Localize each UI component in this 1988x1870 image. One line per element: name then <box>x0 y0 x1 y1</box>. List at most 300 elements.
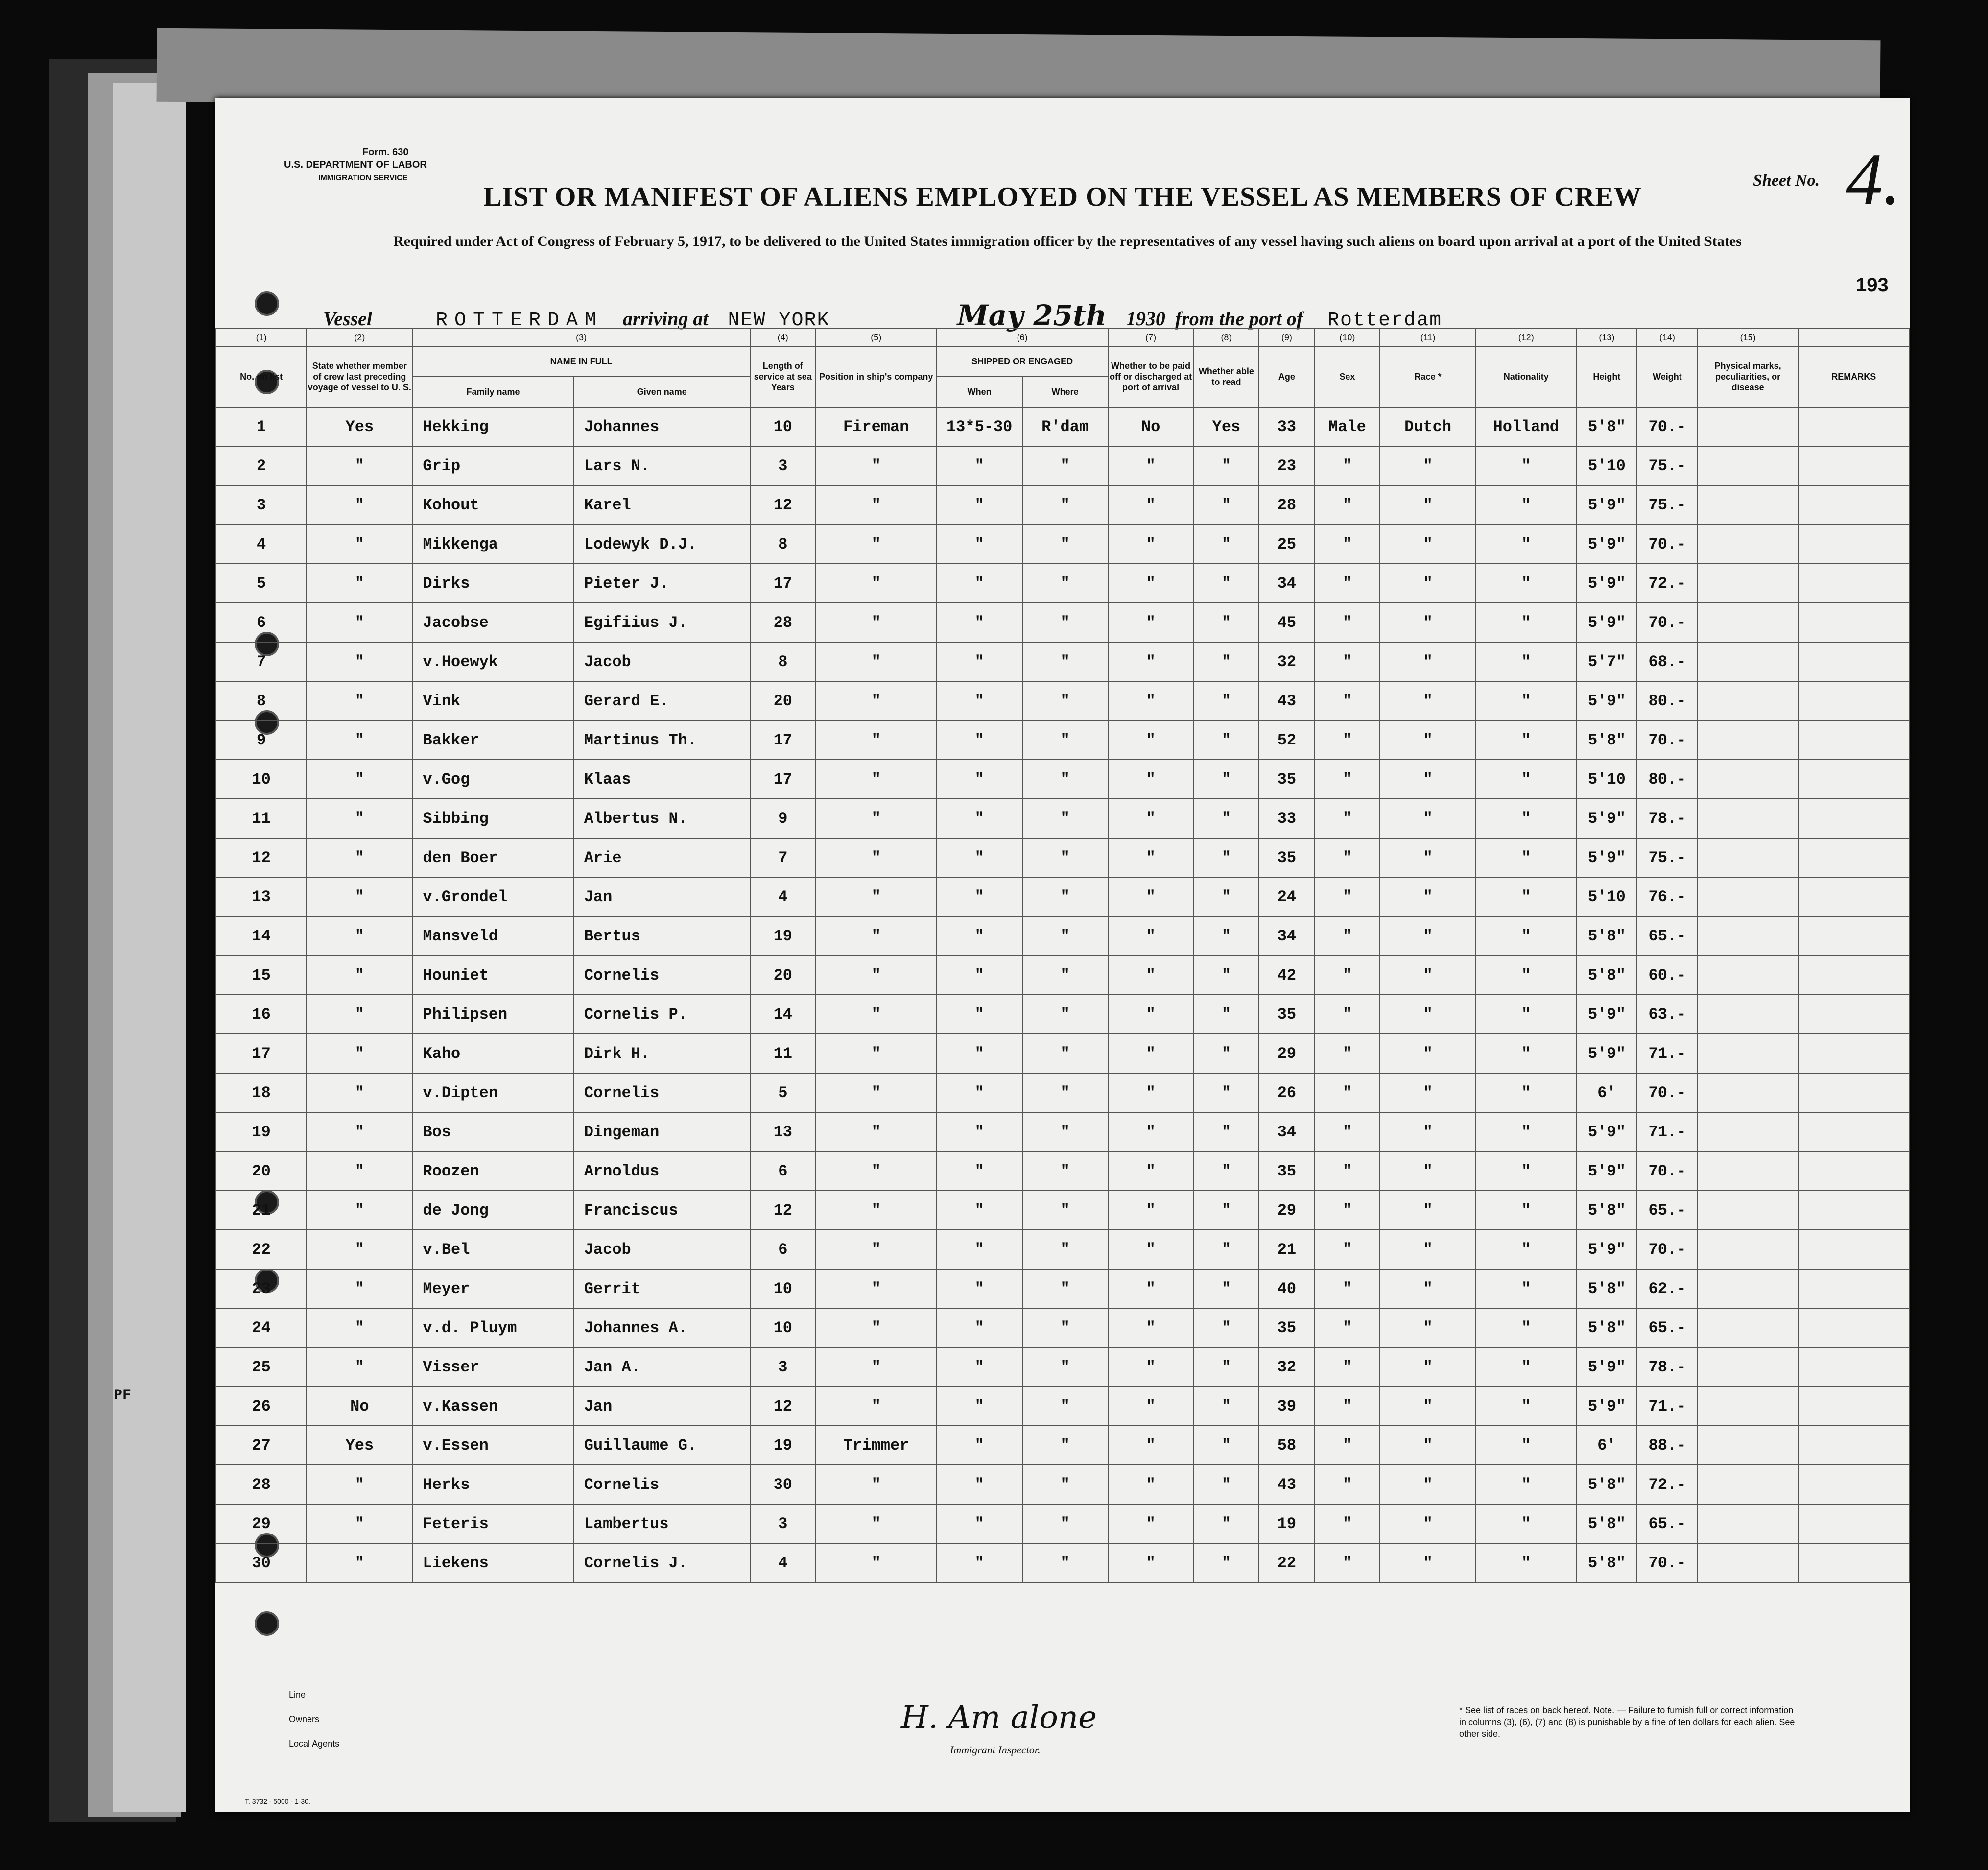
given-name-cell: Johannes A. <box>574 1308 750 1347</box>
position-cell: " <box>816 995 937 1034</box>
given-name-cell: Egifiius J. <box>574 603 750 642</box>
owners-label: Owners <box>289 1714 320 1724</box>
family-name-cell: Hekking <box>412 407 573 446</box>
service-years-cell: 12 <box>750 1191 816 1230</box>
age-cell: 33 <box>1259 799 1314 838</box>
table-row <box>216 1151 1909 1191</box>
family-name-cell: Kohout <box>412 485 573 525</box>
table-row <box>216 1269 1909 1308</box>
row-number-cell: 23 <box>216 1269 307 1308</box>
physical-marks-cell <box>1698 760 1799 799</box>
shipped-where-cell: " <box>1022 1426 1108 1465</box>
age-cell: 35 <box>1259 838 1314 877</box>
race-cell: " <box>1380 1269 1476 1308</box>
race-cell: " <box>1380 564 1476 603</box>
given-name-cell: Arnoldus <box>574 1151 750 1191</box>
sex-cell: " <box>1315 799 1380 838</box>
position-cell: " <box>816 1112 937 1151</box>
paid-off-cell: " <box>1108 1112 1194 1151</box>
shipped-when-cell: " <box>937 1191 1022 1230</box>
service-years-cell: 5 <box>750 1073 816 1112</box>
shipped-when-cell: " <box>937 1308 1022 1347</box>
column-number: (7) <box>1108 329 1194 346</box>
race-cell: " <box>1380 681 1476 720</box>
able-to-read-cell: " <box>1194 642 1259 681</box>
age-cell: 26 <box>1259 1073 1314 1112</box>
previous-voyage-cell: " <box>307 446 412 485</box>
race-cell: " <box>1380 1543 1476 1582</box>
family-name-cell: Mikkenga <box>412 525 573 564</box>
family-name-cell: Roozen <box>412 1151 573 1191</box>
remarks-cell <box>1799 1073 1910 1112</box>
position-cell: " <box>816 1151 937 1191</box>
family-name-cell: Kaho <box>412 1034 573 1073</box>
nationality-cell: " <box>1476 1308 1577 1347</box>
age-cell: 34 <box>1259 1112 1314 1151</box>
column-number: (2) <box>307 329 412 346</box>
shipped-when-cell: " <box>937 1151 1022 1191</box>
age-cell: 58 <box>1259 1426 1314 1465</box>
service-name: IMMIGRATION SERVICE <box>318 174 408 182</box>
family-name-cell: Sibbing <box>412 799 573 838</box>
row-number-cell: 25 <box>216 1347 307 1387</box>
sex-cell: " <box>1315 1387 1380 1426</box>
service-years-cell: 17 <box>750 760 816 799</box>
row-number-cell: 26 PF <box>216 1387 307 1426</box>
given-name-cell: Karel <box>574 485 750 525</box>
row-number-cell: 27 <box>216 1426 307 1465</box>
height-cell: 5'8" <box>1577 1504 1637 1543</box>
weight-cell: 65.- <box>1637 1504 1698 1543</box>
weight-cell: 70.- <box>1637 1073 1698 1112</box>
weight-cell: 70.- <box>1637 1230 1698 1269</box>
weight-cell: 80.- <box>1637 681 1698 720</box>
sex-cell: " <box>1315 1347 1380 1387</box>
table-row <box>216 916 1909 956</box>
shipped-where-cell: " <box>1022 1347 1108 1387</box>
given-name-cell: Cornelis P. <box>574 995 750 1034</box>
shipped-when-cell: " <box>937 1347 1022 1387</box>
previous-voyage-cell: " <box>307 916 412 956</box>
remarks-cell <box>1799 1308 1910 1347</box>
shipped-when-cell: " <box>937 1034 1022 1073</box>
previous-voyage-cell: " <box>307 760 412 799</box>
footnote: * See list of races on back hereof. Note. — Failure to furnish full or correct information in columns (3), (6), (7) and (8) is punishable by a fine of ten dollars for each alien. See other side. <box>1459 1705 1795 1739</box>
position-cell: " <box>816 1073 937 1112</box>
previous-voyage-cell: " <box>307 1543 412 1582</box>
previous-voyage-cell: " <box>307 1465 412 1504</box>
service-years-cell: 6 <box>750 1151 816 1191</box>
column-number: (12) <box>1476 329 1577 346</box>
column-number <box>1799 329 1910 346</box>
able-to-read-cell: " <box>1194 1347 1259 1387</box>
sex-cell: " <box>1315 838 1380 877</box>
service-years-cell: 3 <box>750 1504 816 1543</box>
able-to-read-cell: " <box>1194 1308 1259 1347</box>
column-number: (3) <box>412 329 750 346</box>
age-cell: 29 <box>1259 1191 1314 1230</box>
paid-off-cell: " <box>1108 1347 1194 1387</box>
paid-off-cell: " <box>1108 1191 1194 1230</box>
paid-off-cell: " <box>1108 603 1194 642</box>
able-to-read-cell: " <box>1194 1387 1259 1426</box>
able-to-read-cell: " <box>1194 446 1259 485</box>
row-number-cell: 13 <box>216 877 307 916</box>
weight-cell: 65.- <box>1637 916 1698 956</box>
row-number-cell: 19 <box>216 1112 307 1151</box>
able-to-read-cell: " <box>1194 681 1259 720</box>
binder-hole <box>255 1611 279 1636</box>
age-cell: 19 <box>1259 1504 1314 1543</box>
height-cell: 5'9" <box>1577 485 1637 525</box>
shipped-when-cell: " <box>937 681 1022 720</box>
race-cell: " <box>1380 1151 1476 1191</box>
sex-cell: " <box>1315 603 1380 642</box>
row-number-cell: 5 <box>216 564 307 603</box>
shipped-where-cell: " <box>1022 995 1108 1034</box>
nationality-cell: " <box>1476 916 1577 956</box>
shipped-where-cell: " <box>1022 603 1108 642</box>
column-number: (9) <box>1259 329 1314 346</box>
race-cell: " <box>1380 1112 1476 1151</box>
physical-marks-cell <box>1698 564 1799 603</box>
age-cell: 35 <box>1259 760 1314 799</box>
print-code: T. 3732 - 5000 - 1-30. <box>245 1798 310 1805</box>
paid-off-cell: " <box>1108 1504 1194 1543</box>
sex-cell: " <box>1315 877 1380 916</box>
height-cell: 5'10 <box>1577 877 1637 916</box>
race-cell: " <box>1380 916 1476 956</box>
table-row <box>216 877 1909 916</box>
age-cell: 24 <box>1259 877 1314 916</box>
height-cell: 6' <box>1577 1426 1637 1465</box>
inspector-label: Immigrant Inspector. <box>950 1744 1041 1756</box>
shipped-when-cell: " <box>937 760 1022 799</box>
physical-marks-cell <box>1698 485 1799 525</box>
remarks-cell <box>1799 1543 1910 1582</box>
family-name-cell: v.Kassen <box>412 1387 573 1426</box>
shipped-where-cell: " <box>1022 564 1108 603</box>
row-number-cell: 24 <box>216 1308 307 1347</box>
family-name-cell: Houniet <box>412 956 573 995</box>
previous-voyage-cell: " <box>307 1073 412 1112</box>
remarks-cell <box>1799 877 1910 916</box>
nationality-cell: " <box>1476 1230 1577 1269</box>
weight-cell: 78.- <box>1637 1347 1698 1387</box>
age-cell: 34 <box>1259 916 1314 956</box>
group-header-row <box>216 346 1909 377</box>
remarks-cell <box>1799 799 1910 838</box>
shipped-where-cell: " <box>1022 681 1108 720</box>
remarks-cell <box>1799 1151 1910 1191</box>
physical-marks-cell <box>1698 1269 1799 1308</box>
shipped-when-cell: " <box>937 877 1022 916</box>
header-able-to-read: Whether able to read <box>1194 346 1259 407</box>
row-number-cell: 30 <box>216 1543 307 1582</box>
header-when: When <box>937 377 1022 407</box>
height-cell: 5'9" <box>1577 1112 1637 1151</box>
service-years-cell: 8 <box>750 525 816 564</box>
weight-cell: 63.- <box>1637 995 1698 1034</box>
family-name-cell: v.Gog <box>412 760 573 799</box>
nationality-cell: " <box>1476 1073 1577 1112</box>
row-number-cell: 14 <box>216 916 307 956</box>
nationality-cell: " <box>1476 1504 1577 1543</box>
row-number-cell: 7 <box>216 642 307 681</box>
table-row <box>216 995 1909 1034</box>
service-years-cell: 17 <box>750 564 816 603</box>
physical-marks-cell <box>1698 1347 1799 1387</box>
given-name-cell: Albertus N. <box>574 799 750 838</box>
physical-marks-cell <box>1698 642 1799 681</box>
remarks-cell <box>1799 956 1910 995</box>
row-number-cell: 8 <box>216 681 307 720</box>
shipped-when-cell: " <box>937 1426 1022 1465</box>
family-name-cell: Feteris <box>412 1504 573 1543</box>
height-cell: 5'8" <box>1577 1269 1637 1308</box>
physical-marks-cell <box>1698 446 1799 485</box>
weight-cell: 80.- <box>1637 760 1698 799</box>
row-number-cell: 20 <box>216 1151 307 1191</box>
race-cell: Dutch <box>1380 407 1476 446</box>
height-cell: 5'8" <box>1577 1308 1637 1347</box>
service-years-cell: 9 <box>750 799 816 838</box>
paid-off-cell: " <box>1108 1034 1194 1073</box>
physical-marks-cell <box>1698 1387 1799 1426</box>
remarks-cell <box>1799 446 1910 485</box>
remarks-cell <box>1799 720 1910 760</box>
position-cell: " <box>816 1269 937 1308</box>
service-years-cell: 12 <box>750 485 816 525</box>
column-number: (11) <box>1380 329 1476 346</box>
paid-off-cell: " <box>1108 1465 1194 1504</box>
age-cell: 39 <box>1259 1387 1314 1426</box>
nationality-cell: " <box>1476 799 1577 838</box>
able-to-read-cell: " <box>1194 1543 1259 1582</box>
remarks-cell <box>1799 1347 1910 1387</box>
row-number-cell: 28 <box>216 1465 307 1504</box>
table-row <box>216 1308 1909 1347</box>
service-years-cell: 28 <box>750 603 816 642</box>
weight-cell: 70.- <box>1637 407 1698 446</box>
height-cell: 5'8" <box>1577 720 1637 760</box>
vessel-name: ROTTERDAM <box>436 310 604 332</box>
shipped-when-cell: " <box>937 720 1022 760</box>
able-to-read-cell: " <box>1194 838 1259 877</box>
height-cell: 6' <box>1577 1073 1637 1112</box>
sex-cell: " <box>1315 1191 1380 1230</box>
height-cell: 5'8" <box>1577 1191 1637 1230</box>
previous-voyage-cell: Yes <box>307 407 412 446</box>
previous-voyage-cell: " <box>307 720 412 760</box>
nationality-cell: " <box>1476 720 1577 760</box>
previous-voyage-cell: " <box>307 1347 412 1387</box>
document-title: LIST OR MANIFEST OF ALIENS EMPLOYED ON THE VESSEL AS MEMBERS OF CREW <box>483 182 1642 212</box>
remarks-cell <box>1799 603 1910 642</box>
paid-off-cell: " <box>1108 1230 1194 1269</box>
shipped-when-cell: " <box>937 1504 1022 1543</box>
given-name-cell: Arie <box>574 838 750 877</box>
column-number: (15) <box>1698 329 1799 346</box>
race-cell: " <box>1380 603 1476 642</box>
race-cell: " <box>1380 720 1476 760</box>
given-name-cell: Jacob <box>574 642 750 681</box>
sex-cell: " <box>1315 642 1380 681</box>
shipped-where-cell: " <box>1022 1465 1108 1504</box>
height-cell: 5'8" <box>1577 1543 1637 1582</box>
sex-cell: " <box>1315 956 1380 995</box>
shipped-where-cell: R'dam <box>1022 407 1108 446</box>
crew-manifest-table <box>114 328 1910 1583</box>
table-row <box>216 760 1909 799</box>
height-cell: 5'9" <box>1577 838 1637 877</box>
able-to-read-cell: " <box>1194 485 1259 525</box>
paid-off-cell: " <box>1108 916 1194 956</box>
previous-voyage-cell: " <box>307 1151 412 1191</box>
nationality-cell: " <box>1476 1543 1577 1582</box>
race-cell: " <box>1380 1191 1476 1230</box>
shipped-when-cell: " <box>937 446 1022 485</box>
position-cell: " <box>816 642 937 681</box>
table-row <box>216 1230 1909 1269</box>
header-nationality: Nationality <box>1476 346 1577 407</box>
physical-marks-cell <box>1698 1465 1799 1504</box>
shipped-where-cell: " <box>1022 1269 1108 1308</box>
weight-cell: 72.- <box>1637 564 1698 603</box>
remarks-cell <box>1799 407 1910 446</box>
nationality-cell: " <box>1476 1034 1577 1073</box>
race-cell: " <box>1380 1034 1476 1073</box>
shipped-when-cell: " <box>937 603 1022 642</box>
shipped-when-cell: " <box>937 1269 1022 1308</box>
able-to-read-cell: " <box>1194 877 1259 916</box>
age-cell: 32 <box>1259 642 1314 681</box>
remarks-cell <box>1799 525 1910 564</box>
remarks-cell <box>1799 995 1910 1034</box>
able-to-read-cell: " <box>1194 799 1259 838</box>
paid-off-cell: " <box>1108 485 1194 525</box>
physical-marks-cell <box>1698 1191 1799 1230</box>
race-cell: " <box>1380 995 1476 1034</box>
race-cell: " <box>1380 1504 1476 1543</box>
shipped-when-cell: " <box>937 916 1022 956</box>
family-name-cell: v.Essen <box>412 1426 573 1465</box>
shipped-when-cell: " <box>937 1387 1022 1426</box>
header-given-name: Given name <box>574 377 750 407</box>
nationality-cell: " <box>1476 1347 1577 1387</box>
race-cell: " <box>1380 1308 1476 1347</box>
table-row <box>216 1504 1909 1543</box>
previous-voyage-cell: " <box>307 564 412 603</box>
previous-voyage-cell: " <box>307 1191 412 1230</box>
service-years-cell: 4 <box>750 877 816 916</box>
sex-cell: " <box>1315 681 1380 720</box>
age-cell: 23 <box>1259 446 1314 485</box>
sex-cell: " <box>1315 1151 1380 1191</box>
race-cell: " <box>1380 1426 1476 1465</box>
table-row <box>216 525 1909 564</box>
service-years-cell: 13 <box>750 1112 816 1151</box>
shipped-where-cell: " <box>1022 877 1108 916</box>
race-cell: " <box>1380 1347 1476 1387</box>
able-to-read-cell: " <box>1194 1112 1259 1151</box>
service-years-cell: 14 <box>750 995 816 1034</box>
physical-marks-cell <box>1698 407 1799 446</box>
previous-voyage-cell: " <box>307 681 412 720</box>
column-number: (13) <box>1577 329 1637 346</box>
race-cell: " <box>1380 525 1476 564</box>
sex-cell: " <box>1315 760 1380 799</box>
arriving-label: arriving at <box>623 308 709 330</box>
paid-off-cell: " <box>1108 642 1194 681</box>
sex-cell: Male <box>1315 407 1380 446</box>
row-number-cell: 4 <box>216 525 307 564</box>
shipped-when-cell: " <box>937 1073 1022 1112</box>
inspector-signature: H. Am alone <box>901 1700 1097 1736</box>
shipped-when-cell: " <box>937 1543 1022 1582</box>
header-sex: Sex <box>1315 346 1380 407</box>
paid-off-cell: " <box>1108 525 1194 564</box>
height-cell: 5'9" <box>1577 1230 1637 1269</box>
family-name-cell: Vink <box>412 681 573 720</box>
shipped-where-cell: " <box>1022 446 1108 485</box>
paid-off-cell: " <box>1108 681 1194 720</box>
column-number: (14) <box>1637 329 1698 346</box>
height-cell: 5'9" <box>1577 564 1637 603</box>
row-number-cell: 3 <box>216 485 307 525</box>
family-name-cell: Jacobse <box>412 603 573 642</box>
position-cell: " <box>816 1034 937 1073</box>
header-previous-voyage: State whether member of crew last preceding voyage of vessel to U. S. <box>307 346 412 407</box>
race-cell: " <box>1380 1387 1476 1426</box>
header-length-of-service: Length of service at sea Years <box>750 346 816 407</box>
able-to-read-cell: " <box>1194 995 1259 1034</box>
paid-off-cell: " <box>1108 1073 1194 1112</box>
remarks-cell <box>1799 916 1910 956</box>
previous-voyage-cell: " <box>307 1034 412 1073</box>
family-name-cell: v.Hoewyk <box>412 642 573 681</box>
physical-marks-cell <box>1698 525 1799 564</box>
race-cell: " <box>1380 1073 1476 1112</box>
service-years-cell: 19 <box>750 916 816 956</box>
family-name-cell: Visser <box>412 1347 573 1387</box>
position-cell: " <box>816 956 937 995</box>
remarks-cell <box>1799 1426 1910 1465</box>
position-cell: " <box>816 1387 937 1426</box>
race-cell: " <box>1380 1465 1476 1504</box>
weight-cell: 70.- <box>1637 1151 1698 1191</box>
remarks-cell <box>1799 1269 1910 1308</box>
able-to-read-cell: " <box>1194 1465 1259 1504</box>
age-cell: 32 <box>1259 1347 1314 1387</box>
position-cell: " <box>816 603 937 642</box>
height-cell: 5'9" <box>1577 525 1637 564</box>
shipped-where-cell: " <box>1022 1230 1108 1269</box>
column-number: (5) <box>816 329 937 346</box>
weight-cell: 88.- <box>1637 1426 1698 1465</box>
paid-off-cell: No <box>1108 407 1194 446</box>
given-name-cell: Guillaume G. <box>574 1426 750 1465</box>
service-years-cell: 11 <box>750 1034 816 1073</box>
position-cell: " <box>816 838 937 877</box>
nationality-cell: " <box>1476 485 1577 525</box>
row-number-cell: 21 <box>216 1191 307 1230</box>
previous-voyage-cell: No <box>307 1387 412 1426</box>
row-number-cell: 1 <box>216 407 307 446</box>
given-name-cell: Cornelis <box>574 1465 750 1504</box>
shipped-when-cell: " <box>937 642 1022 681</box>
previous-voyage-cell: " <box>307 642 412 681</box>
